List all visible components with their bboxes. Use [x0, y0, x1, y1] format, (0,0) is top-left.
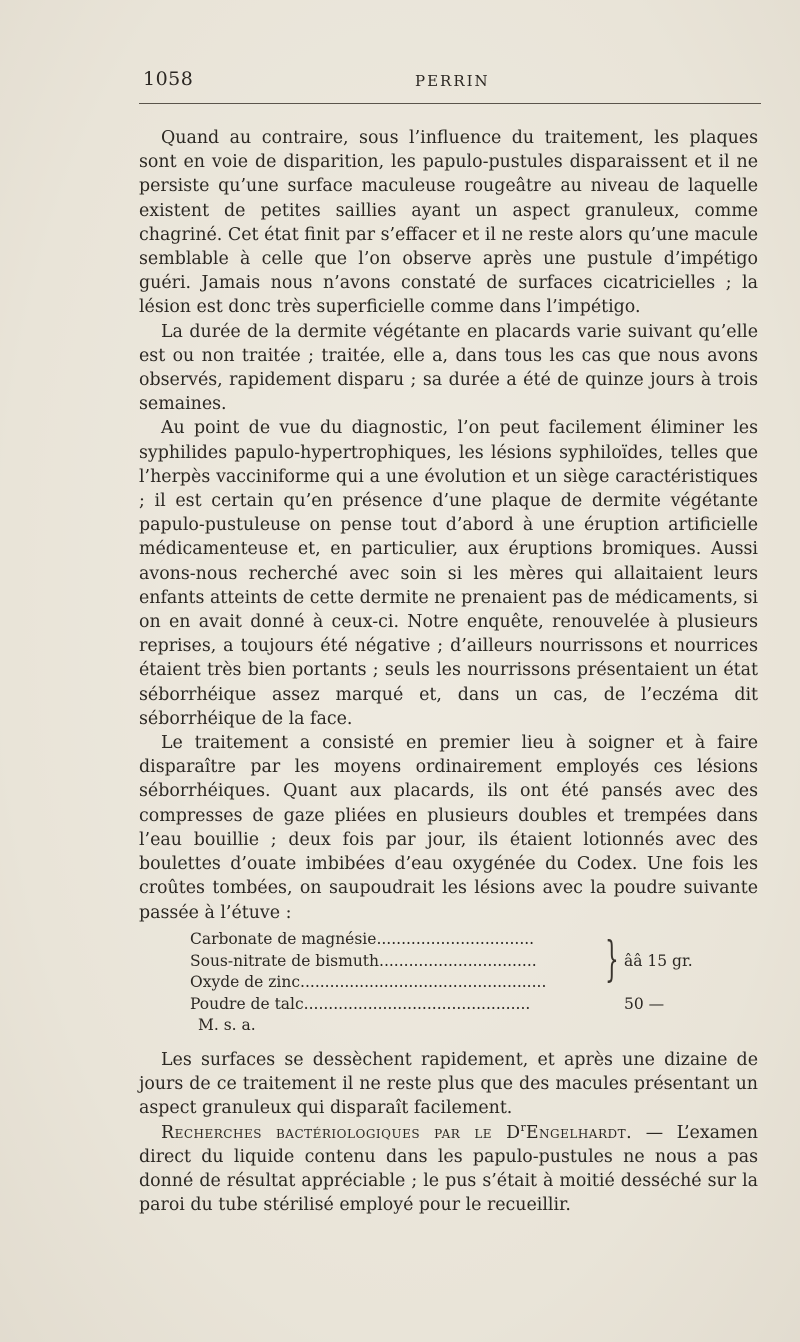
formula-row — [190, 972, 750, 994]
heading-superscript: r — [520, 1120, 526, 1134]
formula-ingredient: Oxyde de zinc.................................................. — [190, 973, 547, 991]
formula-row — [190, 1015, 750, 1037]
section-text: — L’examen direct du liquide contenu dans les papulo-pustules ne nous a pas donné de résultat appréciable ; le pus s’était à moitié desséché sur la paroi du tube stérilisé employé pour le recueillir. — [139, 1122, 758, 1216]
paragraph: La durée de la dermite végétante en placards varie suivant qu’elle est ou non traitée ; traitée, elle a, dans tous les cas que nous avons observés, rapidement disparu ; sa durée a été de quinze jours à trois semaines. — [139, 321, 758, 415]
paragraph: Le traitement a consisté en premier lieu à soigner et à faire disparaître par les moyens ordinairement employés ces lésions séborrhéiques. Quant aux placards, ils ont été pansés avec des compresses de gaze pliées en plusieurs doubles et trempées dans l’eau bouillie ; deux fois par jour, ils étaient lotionnés avec des boulettes d’ouate imbibées d’eau oxygénée du Codex. Une fois les croûtes tombées, on saupoudrait les lésions avec la poudre suivante passée à l’étuve : — [139, 733, 758, 923]
formula-quantity: ââ 15 gr. — [624, 951, 693, 970]
formula-note: M. s. a. — [198, 1016, 256, 1034]
formula-row — [190, 994, 750, 1016]
formula-ingredient: Sous-nitrate de bismuth................................ — [190, 951, 537, 970]
running-head: PERRIN — [415, 72, 490, 90]
section-heading: Recherches bactériologiques par le D — [161, 1122, 521, 1143]
body-text — [139, 126, 758, 925]
formula-ingredient: Poudre de talc.............................................. — [190, 994, 531, 1013]
body-text-continued — [139, 1048, 758, 1217]
brace-symbol: } — [605, 931, 619, 987]
page-number: 1058 — [143, 68, 194, 90]
paragraph: Au point de vue du diagnostic, l’on peut facilement éliminer les syphilides papulo-hypertrophiques, les lésions syphiloïdes, telles que l’herpès vacciniforme qui a une évolution et un siège caractéristiques ; il est certain qu’en présence d’une plaque de dermite végétante papulo-pustuleuse on pense tout d’abord à une éruption artificielle médicamenteuse et, en particulier, aux éruptions bromiques. Aussi avons-nous recherché avec soin si les mères qui allaitaient leurs enfants atteints de cette dermite ne prenaient pas de médicaments, si on en avait donné à ceux-ci. Notre enquête, renouvelée à plusieurs reprises, a toujours été négative ; d’ailleurs nourrissons et nourrices étaient très bien portants ; seuls les nourrissons présentaient un état séborrhéique assez marqué et, dans un cas, de l’eczéma dit séborrhéique de la face. — [139, 418, 758, 729]
formula-row — [190, 951, 750, 973]
paragraph: Quand au contraire, sous l’influence du traitement, les plaques sont en voie de disparition, les papulo-pustules disparaissent et il ne persiste qu’une surface maculeuse rougeâtre au niveau de laquelle existent de petites saillies ayant un aspect granuleux, comme chagriné. Cet état finit par s’effacer et il ne reste alors qu’une macule semblable à celle que l’on observe après une pustule d’impétigo guéri. Jamais nous n’avons constaté de surfaces cicatricielles ; la lésion est donc très superficielle comme dans l’impétigo. — [139, 128, 758, 318]
formula-table — [190, 929, 750, 1037]
section-paragraph — [139, 1121, 758, 1218]
paragraph: Les surfaces se dessèchent rapidement, et après une dizaine de jours de ce traitement il ne reste plus que des macules présentant un aspect granuleux qui disparaît facilement. — [139, 1050, 758, 1119]
header-rule — [139, 103, 761, 104]
formula-quantity: 50 — — [624, 994, 665, 1013]
section-heading-name: Engelhardt. — [525, 1122, 633, 1143]
formula-ingredient: Carbonate de magnésie................................ — [190, 930, 535, 948]
page-header — [139, 66, 761, 96]
